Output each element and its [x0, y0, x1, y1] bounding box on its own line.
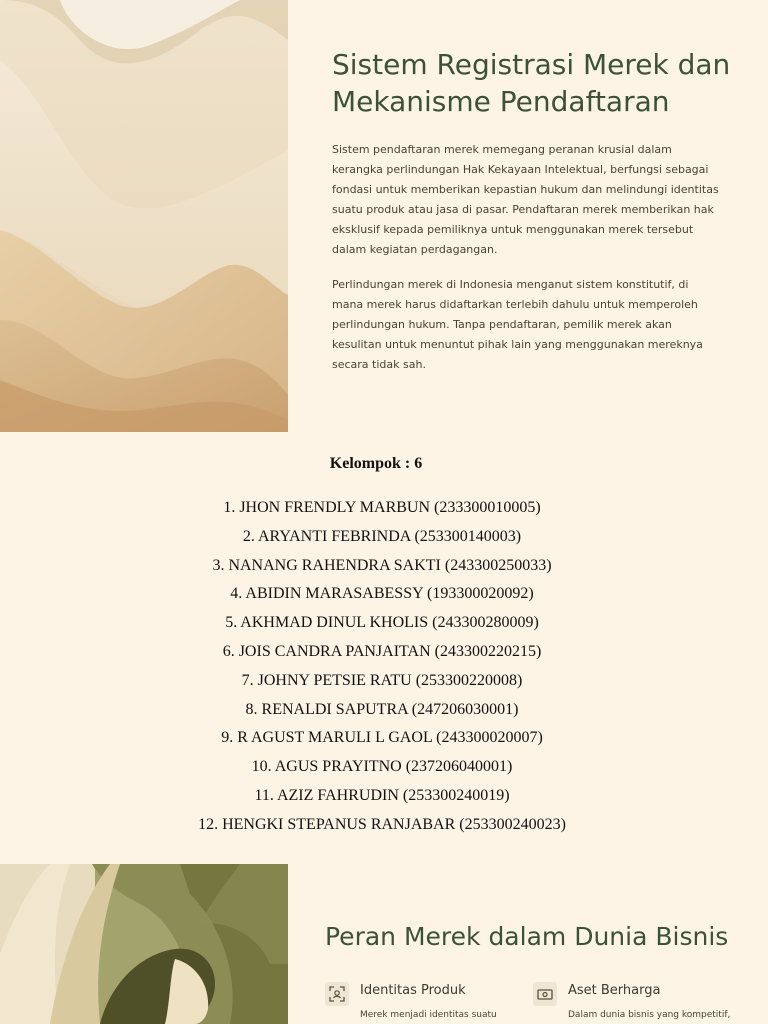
- slide-1-title: Sistem Registrasi Merek dan Mekanisme Pendaftaran: [332, 48, 731, 118]
- feature-title-identitas-produk: Identitas Produk: [360, 983, 466, 998]
- member-item: 5. AKHMAD DINUL KHOLIS (243300280009): [225, 614, 539, 632]
- slide-1-paragraph-2: Perlindungan merek di Indonesia menganut sistem konstitutif, di mana merek harus didaftarkan terlebih dahulu untuk memperoleh perlindungan hukum. Tanpa pendaftaran, pemilik merek akan kesulitan untuk menuntut pihak lain yang menggunakan mereknya secara tidak sah.: [332, 278, 703, 371]
- slide-2-abstract-artwork: [0, 864, 288, 1024]
- feature-description-identitas-produk: Merek menjadi identitas suatu: [360, 1010, 497, 1020]
- member-item: 6. JOIS CANDRA PANJAITAN (243300220215): [222, 642, 542, 660]
- member-item: 9. R AGUST MARULI L GAOL (243300020007): [221, 729, 543, 747]
- member-item: 2. ARYANTI FEBRINDA (253300140003): [242, 527, 522, 545]
- member-item: 4. ABIDIN MARASABESSY (193300020092): [230, 585, 534, 603]
- member-item: 12. HENGKI STEPANUS RANJABAR (253300240023): [198, 815, 566, 833]
- feature-description-aset-berharga: Dalam dunia bisnis yang kompetitif,: [568, 1010, 731, 1020]
- member-item: 10. AGUS PRAYITNO (237206040001): [251, 758, 513, 776]
- member-item: 11. AZIZ FAHRUDIN (253300240019): [254, 786, 510, 804]
- slide-1-abstract-artwork: [0, 0, 288, 432]
- slide-2-title: Peran Merek dalam Dunia Bisnis: [325, 922, 729, 951]
- id-scan-icon: [325, 982, 349, 1006]
- member-list: [0, 494, 764, 840]
- member-item: 3. NANANG RAHENDRA SAKTI (243300250033): [212, 556, 552, 574]
- feature-title-aset-berharga: Aset Berharga: [568, 983, 661, 998]
- member-item: 7. JOHNY PETSIE RATU (253300220008): [241, 671, 523, 689]
- member-item: 1. JHON FRENDLY MARBUN (233300010005): [223, 499, 541, 516]
- group-heading: Kelompok : 6: [329, 455, 423, 472]
- money-icon: [533, 982, 557, 1006]
- member-item: 8. RENALDI SAPUTRA (247206030001): [245, 700, 519, 718]
- slide-1-paragraph-1: Sistem pendaftaran merek memegang peranan krusial dalam kerangka perlindungan Hak Kekayaan Intelektual, berfungsi sebagai fondasi untuk memberikan kepastian hukum dan melindungi identitas suatu produk atau jasa di pasar. Pendaftaran merek memberikan hak eksklusif kepada pemiliknya untuk menggunakan merek tersebut dalam kegiatan perdagangan.: [332, 143, 719, 256]
